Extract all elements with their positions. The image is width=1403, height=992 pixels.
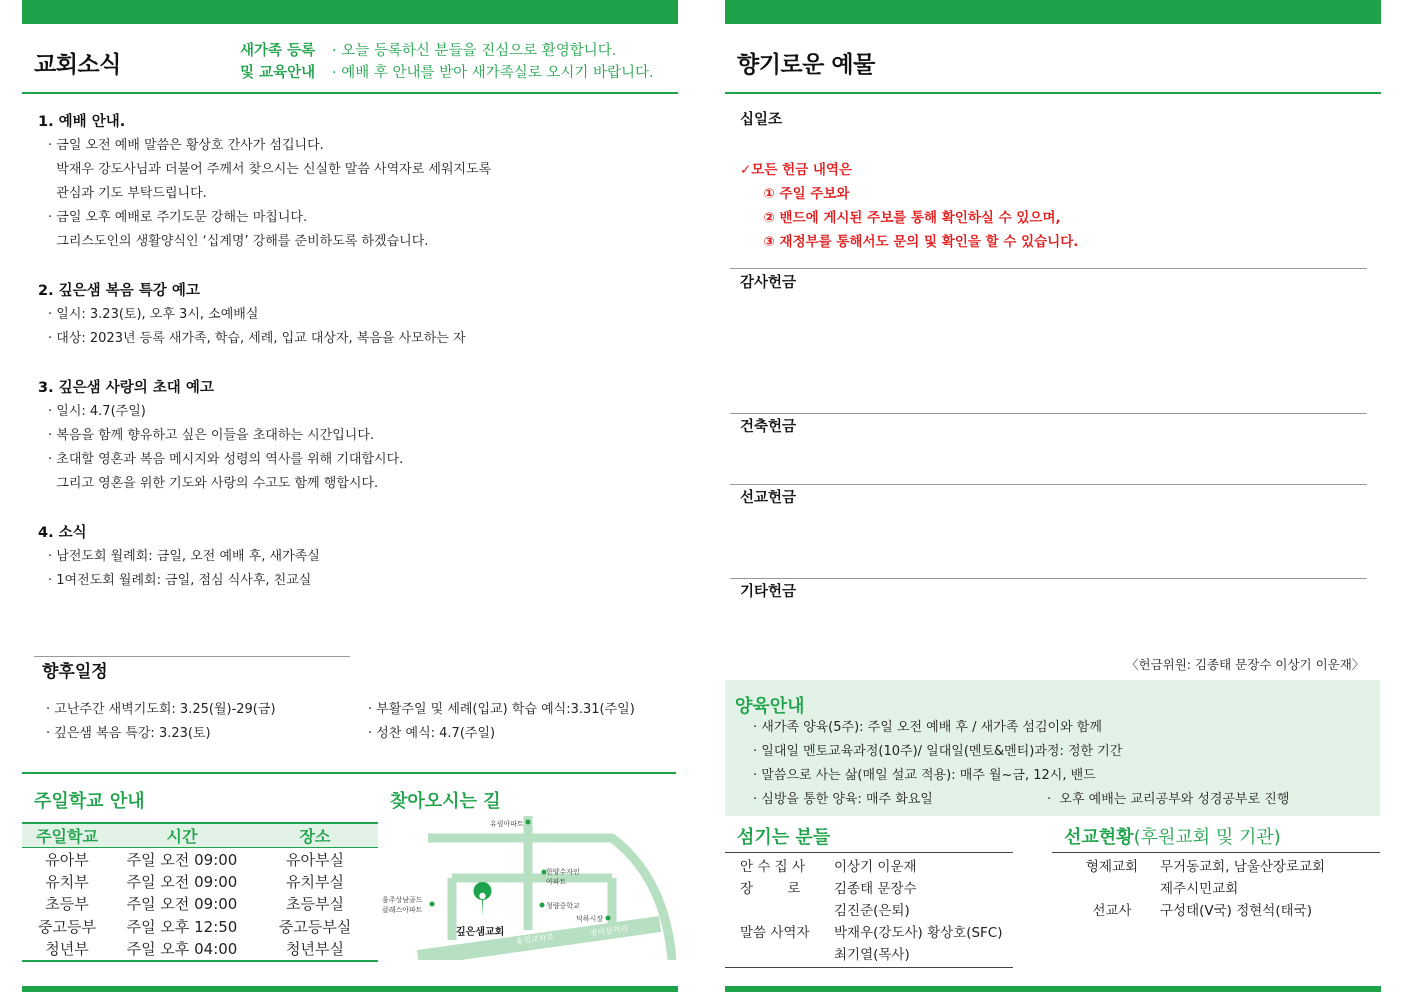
divider (22, 960, 378, 962)
mission-names: 구성태(V국) 정현석(태국) (1160, 903, 1312, 919)
list-item (740, 944, 1003, 966)
table-cell: 주일 오전 09:00 (126, 895, 238, 914)
divider (730, 578, 1367, 579)
column-header: 주일학교 (22, 823, 112, 848)
nurture-line: · 일대일 멘토교육과정(10주)/ 일대일(멘토&멘티)과정: 정한 기간 (753, 744, 1123, 759)
nurture-title: 양육안내 (735, 696, 805, 717)
list-item (1064, 900, 1325, 922)
table-cell: 초등부실 (286, 895, 344, 914)
server-role: 안 수 집 사 (740, 859, 806, 875)
mission-type (1064, 878, 1160, 900)
welcome-line: · 예배 후 안내를 받아 새가족실로 오시기 바랍니다. (332, 65, 654, 81)
table-cell: 주일 오전 09:00 (126, 850, 238, 869)
news-line: · 일시: 3.23(토), 오후 3시, 소예배실 (48, 307, 259, 322)
servers-list (740, 856, 1003, 966)
offering-label-thanks: 감사헌금 (740, 275, 797, 291)
server-names: 김진준(은퇴) (834, 903, 910, 919)
map-church-label: 깊은샘교회 (456, 927, 505, 938)
table-header-row (22, 823, 378, 848)
news-line: · 1여전도회 월례회: 금일, 점심 식사후, 친교실 (48, 573, 312, 588)
map-dot (606, 916, 611, 921)
table-cell: 유아부실 (286, 850, 344, 869)
column-header: 시간 (112, 823, 252, 848)
schedule-col2 (368, 698, 635, 746)
server-names: 박재우(강도사) 황상호(SFC) (834, 925, 1003, 941)
notice-line: ✓모든 헌금 내역은 (740, 162, 852, 178)
news-line: · 금일 오전 예배 말씀은 황상호 간사가 섬깁니다. (48, 138, 324, 153)
page-title-left: 교회소식 (34, 52, 121, 78)
offering-label-mission: 선교헌금 (740, 490, 797, 506)
news-line: · 대상: 2023년 등록 새가족, 학습, 세례, 입교 대상자, 복음을 사모하는 자 (48, 331, 466, 346)
offering-label-building: 건축헌금 (740, 419, 797, 435)
map-label: 한양수자인 (546, 868, 580, 876)
table-row (22, 893, 378, 916)
map-label: 클래스아파트 (382, 906, 423, 914)
table-cell: 주일 오후 04:00 (126, 940, 238, 959)
offering-label-tithe: 십일조 (740, 112, 783, 128)
table-cell: 유치부실 (286, 872, 344, 891)
map-dot (526, 820, 531, 825)
divider (730, 268, 1367, 269)
news-item-2 (38, 279, 658, 351)
offering-committee: 〈헌금위원: 김종태 문장수 이상기 이운재〉 (1126, 657, 1365, 672)
news-heading: 3. 깊은샘 사랑의 초대 예고 (38, 380, 214, 396)
mission-type: 형제교회 (1085, 859, 1139, 875)
nurture-box (725, 680, 1380, 816)
schedule-item: · 부활주일 및 세례(입교) 학습 예식:3.31(주일) (368, 702, 635, 717)
list-item (740, 922, 1003, 944)
directions-title: 찾아오시는 길 (390, 791, 501, 812)
divider (730, 413, 1367, 414)
directions-map (380, 808, 678, 960)
table-cell: 초등부 (45, 895, 89, 914)
list-item (1064, 856, 1325, 878)
news-line: · 일시: 4.7(주일) (48, 404, 146, 419)
news-line: 그리스도인의 생활양식인 ‘십계명’ 강해를 준비하도록 하겠습니다. (48, 234, 429, 249)
mission-names: 제주시민교회 (1160, 881, 1239, 897)
server-names: 김종태 문장수 (834, 881, 917, 897)
divider (725, 852, 1013, 853)
map-label: 유림아파트 (490, 820, 524, 828)
divider (1052, 852, 1380, 853)
news-line: · 초대할 영혼과 복음 메시지와 성령의 역사를 위해 기대합시다. (48, 452, 404, 467)
divider (22, 92, 678, 94)
list-item (740, 856, 1003, 878)
news-heading: 1. 예배 안내. (38, 114, 126, 130)
welcome-line: · 오늘 등록하신 분들을 진심으로 환영합니다. (332, 43, 617, 59)
divider (730, 484, 1367, 485)
news-item-1 (38, 110, 658, 254)
table-row (22, 915, 378, 938)
schedule-item: · 성찬 예식: 4.7(주일) (368, 726, 496, 741)
table-cell: 청년부 (45, 940, 89, 959)
news-line: · 남전도회 월례회: 금일, 오전 예배 후, 새가족실 (48, 549, 320, 564)
map-road-label: 청터삼거리 (589, 924, 629, 938)
bottom-green-bar-right (725, 986, 1381, 992)
top-green-bar-left (22, 0, 678, 24)
mission-list (1064, 856, 1325, 922)
notice-line: ① 주일 주보와 (754, 186, 850, 202)
notice-line: ③ 재정부를 통해서도 문의 및 확인을 할 수 있습니다. (754, 234, 1079, 250)
mission-title-main: 선교현황 (1064, 827, 1134, 848)
list-item (740, 878, 1003, 900)
map-label: 아파트 (546, 878, 567, 886)
map-label: 청량중학교 (546, 902, 580, 910)
nurture-line: · 심방을 통한 양육: 매주 화요일 (753, 792, 933, 807)
schedule-col1 (46, 698, 276, 746)
table-row (22, 848, 378, 871)
divider (22, 772, 676, 774)
bottom-green-bar-left (22, 986, 678, 992)
map-pin-icon (479, 893, 485, 899)
server-role: 말씀 사역자 (740, 925, 810, 941)
list-item (740, 900, 1003, 922)
table-cell: 유아부 (45, 850, 89, 869)
sunday-school-table (22, 822, 378, 960)
news-heading: 2. 깊은샘 복음 특강 예고 (38, 283, 200, 299)
map-dot (540, 903, 545, 908)
map-label: 울주상남골드 (382, 896, 423, 904)
news-item-3 (38, 376, 658, 496)
news-line: 관심과 기도 부탁드립니다. (48, 186, 207, 201)
nurture-line: · 새가족 양육(5주): 주일 오전 예배 후 / 새가족 섬김이와 함께 (753, 720, 1102, 735)
page-title-right: 향기로운 예물 (737, 52, 875, 78)
table-cell: 주일 오전 09:00 (126, 872, 238, 891)
news-line: · 금일 오후 예배로 주기도문 강해는 마칩니다. (48, 210, 308, 225)
notice-line: ② 밴드에 게시된 주보를 통해 확인하실 수 있으며, (754, 210, 1061, 226)
divider (725, 92, 1381, 94)
schedule-item: · 깊은샘 복음 특강: 3.23(토) (46, 726, 211, 741)
schedule-title: 향후일정 (42, 662, 108, 682)
offering-label-other: 기타헌금 (740, 584, 797, 600)
divider (725, 967, 1013, 968)
server-role (740, 900, 834, 922)
welcome-label (240, 40, 315, 84)
map-dot (430, 902, 435, 907)
table-cell: 청년부실 (286, 940, 344, 959)
offering-notice (740, 158, 1078, 254)
table-cell: 중고등부실 (278, 917, 352, 936)
welcome-label-line2: 및 교육안내 (240, 65, 316, 81)
sunday-school-title: 주일학교 안내 (34, 791, 145, 812)
map-label: 덕하시장 (576, 915, 604, 923)
table-row (22, 938, 378, 961)
news-section (38, 110, 658, 593)
welcome-text (332, 40, 654, 84)
welcome-label-line1: 새가족 등록 (240, 43, 316, 59)
news-line: 박재우 강도사님과 더불어 주께서 찾으시는 신실한 말씀 사역자로 세워지도록 (48, 162, 492, 177)
table-cell: 유치부 (45, 872, 89, 891)
column-header: 장소 (252, 823, 378, 848)
server-role: 장 로 (740, 881, 801, 897)
table-cell: 주일 오후 12:50 (126, 917, 238, 936)
nurture-line: · 말씀으로 사는 삶(매일 설교 적용): 매주 월~금, 12시, 밴드 (753, 768, 1096, 783)
mission-names: 무거동교회, 남울산장로교회 (1160, 859, 1326, 875)
news-line: · 복음을 함께 향유하고 싶은 이들을 초대하는 시간입니다. (48, 428, 375, 443)
servers-title: 섬기는 분들 (737, 827, 831, 848)
server-names: 이상기 이운재 (834, 859, 917, 875)
table-cell: 중고등부 (38, 917, 96, 936)
news-line: 그리고 영혼을 위한 기도와 사랑의 수고도 함께 행합시다. (48, 476, 379, 491)
news-item-4 (38, 521, 658, 593)
mission-title (1064, 823, 1281, 849)
mission-subtitle: (후원교회 및 기관) (1133, 827, 1281, 848)
news-heading: 4. 소식 (38, 525, 87, 541)
schedule-item: · 고난주간 새벽기도회: 3.25(월)-29(금) (46, 702, 276, 717)
list-item (1064, 878, 1325, 900)
nurture-line: · 오후 예배는 교리공부와 성경공부로 진행 (1047, 792, 1290, 807)
server-names: 최기열(목사) (834, 947, 910, 963)
map-road-label: 송진교차로 (515, 932, 555, 946)
top-green-bar-right (725, 0, 1381, 24)
mission-type: 선교사 (1092, 903, 1132, 919)
server-role (740, 944, 834, 966)
table-row (22, 870, 378, 893)
